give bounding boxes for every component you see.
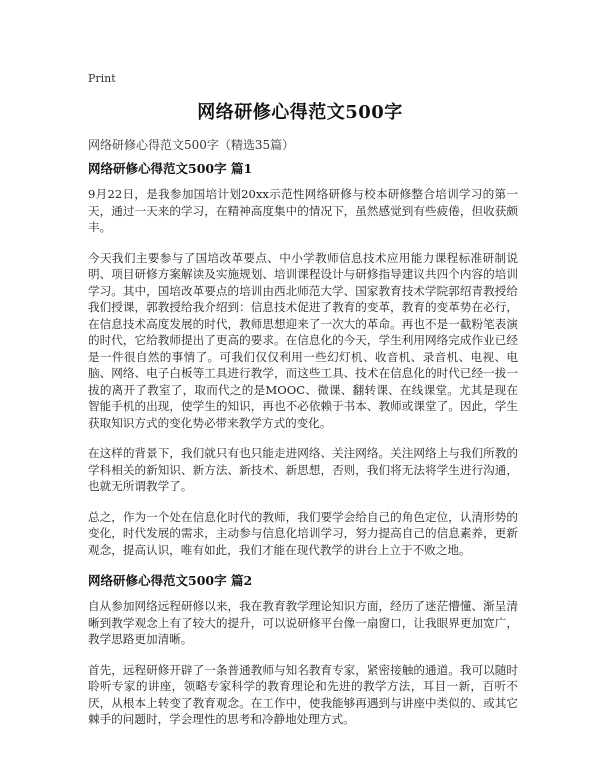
page-title: 网络研修心得范文500字 <box>197 102 403 123</box>
section-heading: 网络研修心得范文500字 篇2 <box>88 573 253 588</box>
paragraph: 在这样的背景下，我们就只有也只能走进网络、关注网络。关注网络上与我们所教的学科相关的新知识、新方法、新技术、新思想，否则，我们将无法将学生进行沟通，也就无所谓教学了。 <box>88 446 518 493</box>
section-heading: 网络研修心得范文500字 篇1 <box>88 161 253 176</box>
page-subtitle: 网络研修心得范文500字（精选35篇） <box>88 138 295 152</box>
paragraph: 自从参加网络远程研修以来，我在教育教学理论知识方面，经历了迷茫懵懂、渐呈清晰到教学观念上有了较大的提升，可以说研修平台像一扇窗口，让我眼界更加宽广，教学思路更加清晰。 <box>88 599 518 646</box>
section-1 <box>88 160 518 558</box>
section-2 <box>88 572 518 728</box>
paragraph: 今天我们主要参与了国培改革要点、中小学教师信息技术应用能力课程标准研制说明、项目研修方案解读及实施规划、培训课程设计与研修指导建议共四个内容的培训学习。其中，国培改革要点的培训由西北师范大学、国家教育技术学院郭绍青教授给我们授课，郭教授给我介绍到：信息技术促进了教育的变革，教育的变革势在必行，在信息技术高度发展的时代，教师思想迎来了一次大的革命。再也不是一截粉笔表演的时代，它给教师提出了更高的要求。在信息化的今天，学生利用网络完成作业已经是一件很自然的事情了。可我们仅仅利用一些幻灯机、收音机、录音机、电视、电脑、网络、电子白板等工具进行教学，而这些工具、技术在信息化的时代已经一拔一拔的离开了教室了，取而代之的是MOOC、微课、翻转课、在线课堂。尤其是现在智能手机的出现，使学生的知识，再也不必依赖于书本、教师或课堂了。因此，学生获取知识方式的变化势必带来教学方式的变化。 <box>88 250 518 430</box>
article-body <box>88 160 518 742</box>
paragraph: 9月22日，是我参加国培计划20xx示范性网络研修与校本研修整合培训学习的第一天，通过一天来的学习，在精神高度集中的情况下，虽然感觉到有些疲倦，但收获颇丰。 <box>88 187 518 234</box>
paragraph: 总之，作为一个处在信息化时代的教师，我们要学会给自己的角色定位，认清形势的变化，时代发展的需求，主动参与信息化培训学习，努力提高自己的信息素养，更新观念，提高认识，唯有如此，我们才能在现代教学的讲台上立于不败之地。 <box>88 509 518 557</box>
paragraph: 首先，远程研修开辟了一条普通教师与知名教育专家，紧密接触的通道。我可以随时聆听专家的讲座，领略专家科学的教育理论和先进的教学方法，耳目一新，百听不厌，从根本上转变了教育观念。在工作中，使我能够再遇到与讲座中类似的、或其它棘手的问题时，学会理性的思考和冷静地处理方式。 <box>88 662 518 726</box>
print-label[interactable]: Print <box>88 72 116 85</box>
